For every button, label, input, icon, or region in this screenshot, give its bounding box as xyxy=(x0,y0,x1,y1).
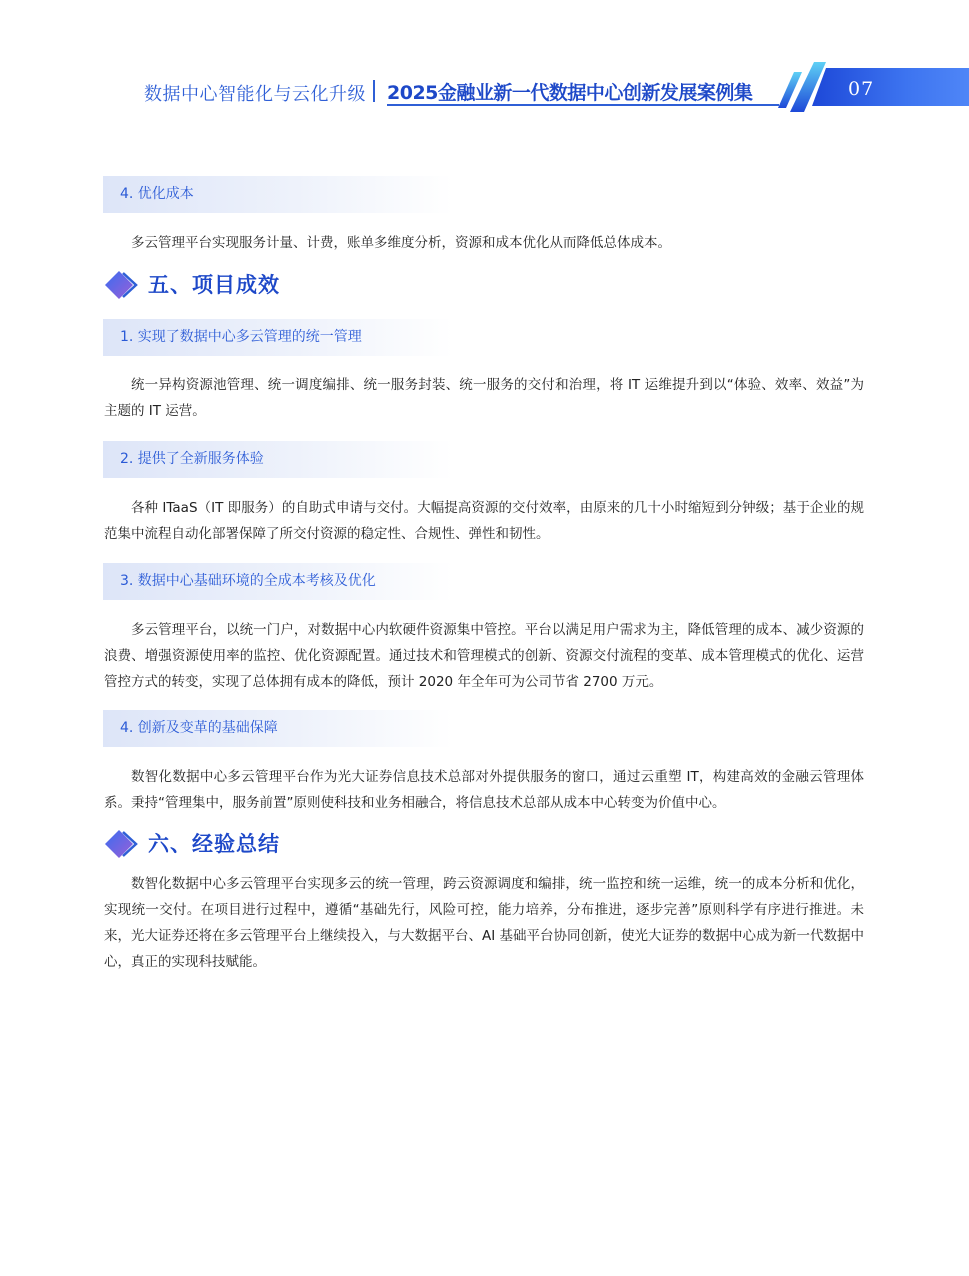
page-header xyxy=(0,0,969,130)
page-number: 07 xyxy=(848,78,875,100)
header-category-title: 数据中心智能化与云化升级 xyxy=(144,84,366,105)
header-title-underline xyxy=(387,104,779,106)
subheading-cost-assessment: 3. 数据中心基础环境的全成本考核及优化 xyxy=(103,563,453,600)
paragraph-service-experience: 各种 ITaaS（IT 即服务）的自助式申请与交付。大幅提高资源的交付效率，由原来的几十小时缩短到分钟级；基于企业的规范集中流程自动化部署保障了所交付资源的稳定性、合规性、弹性和韧性。 xyxy=(104,500,864,542)
section-heading-five xyxy=(103,269,403,301)
paragraph-innovation-foundation: 数智化数据中心多云管理平台作为光大证券信息技术总部对外提供服务的窗口，通过云重塑 IT，构建高效的金融云管理体系。秉持“管理集中，服务前置”原则使科技和业务相融合，将信息技术总部从成本中心转变为价值中心。 xyxy=(104,769,864,811)
paragraph-cost-assessment: 多云管理平台，以统一门户，对数据中心内软硬件资源集中管控。平台以满足用户需求为主，降低管理的成本、减少资源的浪费、增强资源使用率的监控、优化资源配置。通过技术和管理模式的创新、资源交付流程的变革、成本管理模式的优化、运营管控方式的转变，实现了总体拥有成本的降低，预计 2020 年全年可为公司节省 2700 万元。 xyxy=(104,622,864,690)
paragraph-optimize-cost: 多云管理平台实现服务计量、计费，账单多维度分析，资源和成本优化从而降低总体成本。 xyxy=(131,235,671,251)
diamond-bullet-icon xyxy=(103,828,139,860)
section-title-five: 五、项目成效 xyxy=(148,273,280,297)
diamond-bullet-icon xyxy=(103,269,139,301)
subheading-unified-management: 1. 实现了数据中心多云管理的统一管理 xyxy=(103,319,453,356)
subheading-optimize-cost: 4. 优化成本 xyxy=(103,176,453,213)
paragraph-experience-summary: 数智化数据中心多云管理平台实现多云的统一管理，跨云资源调度和编排，统一监控和统一运维，统一的成本分析和优化，实现统一交付。在项目进行过程中，遵循“基础先行，风险可控，能力培养，分布推进，逐步完善”原则科学有序进行推进。未来，光大证券还将在多云管理平台上继续投入，与大数据平台、AI 基础平台协同创新，使光大证券的数据中心成为新一代数据中心，真正的实现科技赋能。 xyxy=(104,876,865,970)
subheading-service-experience: 2. 提供了全新服务体验 xyxy=(103,441,453,478)
header-separator xyxy=(373,80,375,102)
section-title-six: 六、经验总结 xyxy=(148,832,280,856)
subheading-innovation-foundation: 4. 创新及变革的基础保障 xyxy=(103,710,453,747)
header-book-title: 2025金融业新一代数据中心创新发展案例集 xyxy=(387,82,753,104)
section-heading-six xyxy=(103,828,403,860)
paragraph-unified-management: 统一异构资源池管理、统一调度编排、统一服务封装、统一服务的交付和治理，将 IT 运维提升到以“体验、效率、效益”为主题的 IT 运营。 xyxy=(104,377,864,419)
